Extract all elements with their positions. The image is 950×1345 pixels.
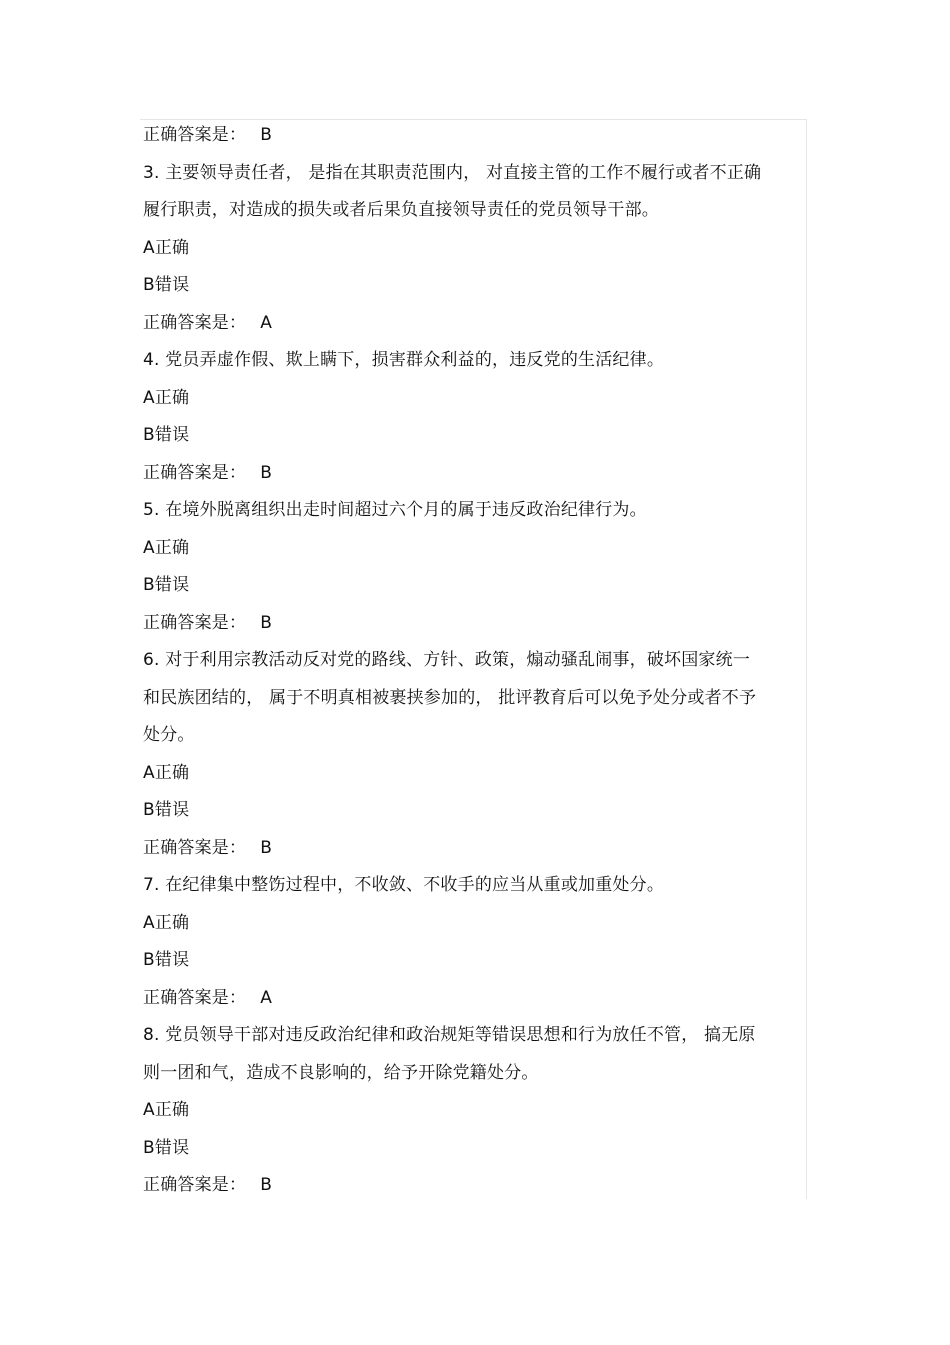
option-b: B错误 bbox=[143, 950, 190, 970]
document-body bbox=[143, 117, 808, 1205]
answer-label: 正确答案是： bbox=[143, 1175, 247, 1195]
answer-value: B bbox=[260, 1175, 273, 1195]
answer-label: 正确答案是： bbox=[143, 612, 247, 633]
option-a: A正确 bbox=[143, 762, 190, 783]
question-line: 5. 在境外脱离组织出走时间超过六个月的属于违反政治纪律行为。 bbox=[143, 500, 647, 520]
question-line: 7. 在纪律集中整饬过程中，不收敛、不收手的应当从重或加重处分。 bbox=[143, 875, 665, 895]
answer-line bbox=[143, 605, 808, 643]
option-a: A正确 bbox=[143, 537, 190, 558]
option-b: B错误 bbox=[143, 800, 190, 820]
answer-value: A bbox=[260, 987, 273, 1008]
answer-value: B bbox=[260, 837, 273, 858]
option-b: B错误 bbox=[143, 575, 190, 595]
option-a: A正确 bbox=[143, 1100, 190, 1120]
option-a: A正确 bbox=[143, 387, 190, 408]
option-a: A正确 bbox=[143, 912, 190, 933]
answer-value: B bbox=[260, 125, 273, 145]
answer-value: B bbox=[260, 612, 273, 633]
answer-line bbox=[143, 830, 808, 868]
answer-label: 正确答案是： bbox=[143, 462, 247, 483]
answer-value: A bbox=[260, 312, 273, 333]
answer-value: B bbox=[260, 462, 273, 483]
question-line: 4. 党员弄虚作假、欺上瞒下，损害群众利益的，违反党的生活纪律。 bbox=[143, 350, 665, 370]
question-line: 和民族团结的， 属于不明真相被裹挟参加的， 批评教育后可以免予处分或者不予 bbox=[143, 687, 757, 708]
answer-line bbox=[143, 1167, 808, 1205]
question-line: 则一团和气，造成不良影响的，给予开除党籍处分。 bbox=[143, 1062, 539, 1083]
question-line: 3. 主要领导责任者， 是指在其职责范围内， 对直接主管的工作不履行或者不正确 bbox=[143, 162, 762, 183]
answer-line bbox=[143, 305, 808, 343]
question-line: 8. 党员领导干部对违反政治纪律和政治规矩等错误思想和行为放任不管， 搞无原 bbox=[143, 1025, 756, 1045]
question-line: 处分。 bbox=[143, 725, 195, 745]
option-a: A正确 bbox=[143, 237, 190, 258]
option-b: B错误 bbox=[143, 1137, 190, 1158]
answer-line bbox=[143, 455, 808, 493]
answer-label: 正确答案是： bbox=[143, 987, 247, 1008]
answer-line bbox=[143, 117, 808, 155]
option-b: B错误 bbox=[143, 275, 190, 295]
answer-label: 正确答案是： bbox=[143, 312, 247, 333]
answer-line bbox=[143, 980, 808, 1018]
option-b: B错误 bbox=[143, 425, 190, 445]
question-line: 履行职责，对造成的损失或者后果负直接领导责任的党员领导干部。 bbox=[143, 200, 659, 220]
answer-label: 正确答案是： bbox=[143, 837, 247, 858]
answer-label: 正确答案是： bbox=[143, 125, 247, 145]
question-line: 6. 对于利用宗教活动反对党的路线、方针、政策，煽动骚乱闹事，破坏国家统一 bbox=[143, 650, 751, 670]
